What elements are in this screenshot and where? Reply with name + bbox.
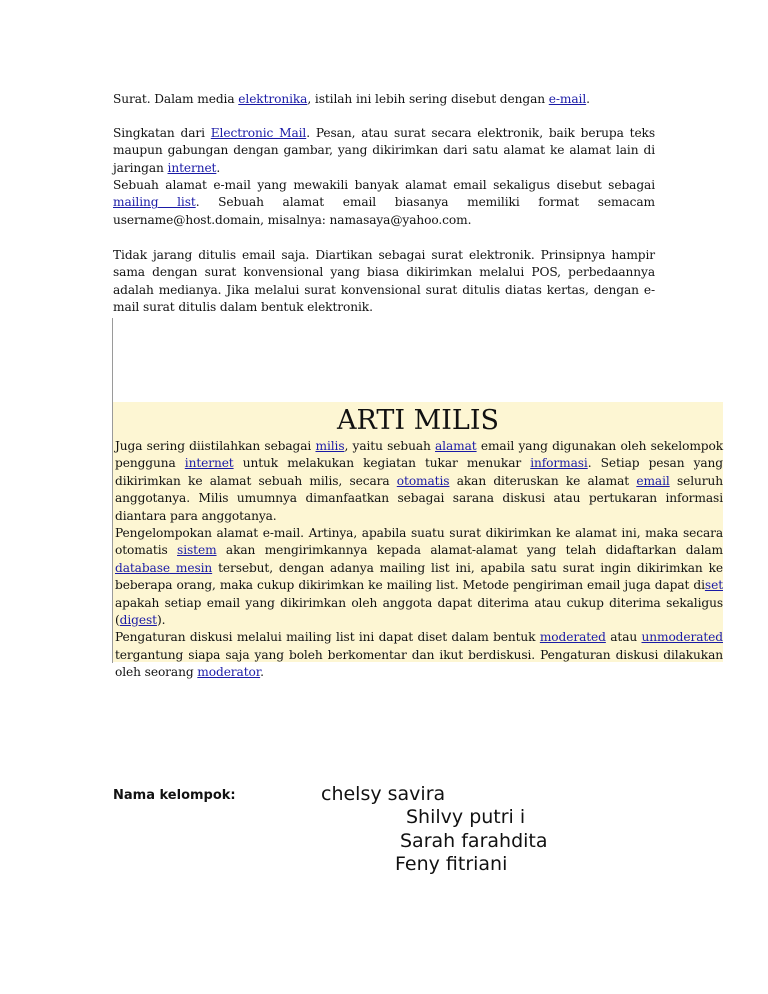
section-title: ARTI MILIS bbox=[336, 405, 499, 436]
member-name: Sarah farahdita bbox=[400, 830, 548, 852]
link-moderated[interactable]: moderated bbox=[539, 630, 606, 645]
intro-paragraph-2: Singkatan dari Electronic Mail. Pesan, atau surat secara elektronik, baik berupa teks maupun gabungan dengan gambar, yang dikirimkan dari satu alamat ke alamat lain di jaringan internet. bbox=[113, 126, 655, 175]
member-name: chelsy savira bbox=[321, 783, 446, 805]
milis-paragraph-2: Pengelompokan alamat e-mail. Artinya, apabila suatu surat dikirimkan ke alamat ini, maka secara otomatis sistem akan mengirimkannya kepada alamat-alamat yang telah didaftarkan dalam database mesin tersebut, dengan adanya mailing list ini, apabila satu surat ingin dikirimkan ke beberapa orang, maka cukup dikirimkan ke mailing list. Metode pengiriman email juga dapat diset apakah setiap email yang dikirimkan oleh anggota dapat diterima atau cukup diterima sekaligus (digest). bbox=[115, 526, 723, 628]
intro-paragraph-1: Surat. Dalam media elektronika, istilah ini lebih sering disebut dengan e-mail. bbox=[113, 92, 590, 106]
arti-milis-section bbox=[113, 402, 723, 680]
link-moderator[interactable]: moderator bbox=[197, 665, 261, 680]
group-label: Nama kelompok: bbox=[113, 788, 236, 803]
milis-paragraph-1: Juga sering diistilahkan sebagai milis, yaitu sebuah alamat email yang digunakan oleh sekelompok pengguna internet untuk melakukan kegiatan tukar menukar informasi. Setiap pesan yang dikirimkan ke alamat sebuah milis, secara otomatis akan diteruskan ke alamat email seluruh anggotanya. Milis umumnya dimanfaatkan sebagai sarana diskusi atau pertukaran informasi diantara para anggotanya. bbox=[115, 439, 723, 523]
link-set[interactable]: set bbox=[704, 578, 723, 593]
link-email[interactable]: e-mail bbox=[548, 92, 587, 106]
milis-paragraph-3: Pengaturan diskusi melalui mailing list ini dapat diset dalam bentuk moderated atau unmoderated tergantung siapa saja yang boleh berkomentar dan ikut berdiskusi. Pengaturan diskusi dilakukan oleh seorang moderator. bbox=[115, 630, 723, 680]
section-body bbox=[113, 438, 723, 682]
link-database-mesin[interactable]: database mesin bbox=[115, 560, 213, 575]
intro-paragraph-4: Tidak jarang ditulis email saja. Diartikan sebagai surat elektronik. Prinsipnya hampir sama dengan surat konvensional yang biasa dikirimkan melalui POS, perbedaannya adalah medianya. Jika melalui surat konvensional surat ditulis diatas kertas, dengan e-mail surat ditulis dalam bentuk elektronik. bbox=[113, 248, 655, 315]
member-name: Feny fitriani bbox=[395, 853, 508, 875]
link-unmoderated[interactable]: unmoderated bbox=[641, 630, 723, 645]
link-sistem[interactable]: sistem bbox=[177, 543, 217, 558]
link-digest[interactable]: digest bbox=[119, 613, 157, 628]
link-otomatis[interactable]: otomatis bbox=[396, 473, 450, 488]
link-informasi[interactable]: informasi bbox=[530, 456, 588, 471]
link-elektronika[interactable]: elektronika bbox=[238, 92, 308, 106]
link-internet-2[interactable]: internet bbox=[184, 456, 234, 471]
link-milis[interactable]: milis bbox=[315, 439, 345, 453]
link-internet[interactable]: internet bbox=[167, 160, 217, 175]
member-name: Shilvy putri i bbox=[406, 806, 526, 828]
link-mailing-list[interactable]: mailing list bbox=[113, 195, 196, 210]
link-alamat[interactable]: alamat bbox=[435, 439, 477, 453]
link-electronic-mail[interactable]: Electronic Mail bbox=[210, 126, 307, 140]
intro-paragraph-3: Sebuah alamat e-mail yang mewakili banyak alamat email sekaligus disebut sebagai mailing list. Sebuah alamat email biasanya memiliki format semacam username@host.domain, misalnya: namasaya@yahoo.com. bbox=[113, 178, 655, 227]
link-email-2[interactable]: email bbox=[636, 473, 670, 488]
